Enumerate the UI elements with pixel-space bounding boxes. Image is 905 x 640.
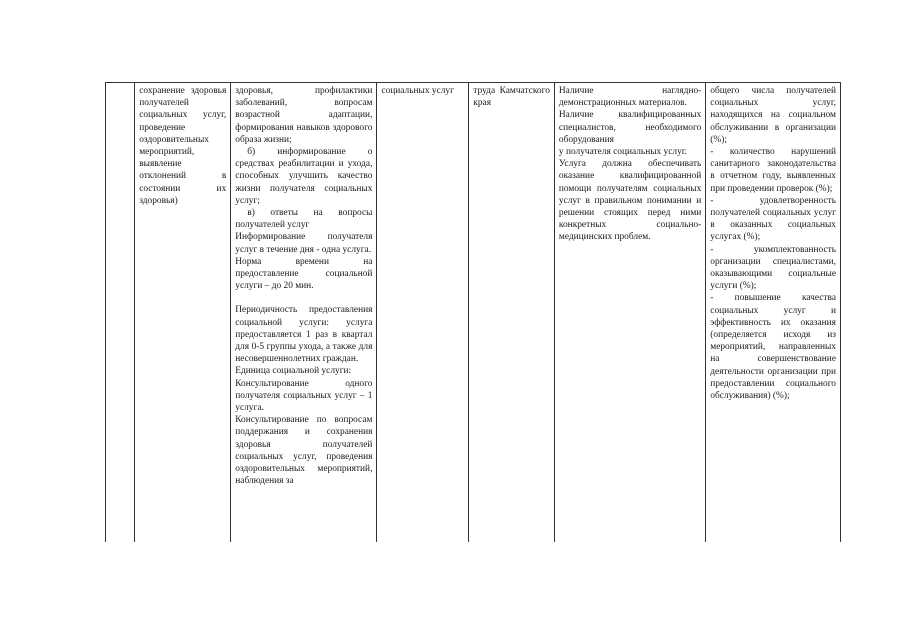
description-paragraph: Информирование получателя услуг в течение дня - одна услуга.	[235, 232, 373, 255]
table-row	[106, 83, 841, 543]
tariff-text: социальных услуг	[381, 86, 454, 96]
description-paragraph: Периодичность предоставления социальной услуги: услуга предоставляется 1 раз в квартал для 0-5 группы ухода, а также для несовершеннолетних граждан.	[235, 305, 373, 365]
indicator-item: - укомплектованность организации специалистами, оказывающими социальные услуги (%);	[710, 244, 836, 292]
regulation-text: труда Камчатского края	[473, 86, 550, 109]
conditions-paragraph: Наличие квалифицированных специалистов, необходимого оборудования	[558, 110, 702, 145]
description-paragraph: Консультирование по вопросам поддержания и сохранения здоровья получателей социальных услуг, проведения оздоровительных мероприятий, наблюдения за	[235, 415, 373, 487]
indicator-item: - удовлетворенность получателей социальных услуг в оказанных социальных услугах (%);	[710, 195, 836, 243]
service-name-text: сохранение здоровья получателей социальных услуг, проведение оздоровительных мероприятий, выявление отклонений в состоянии их здоровья)	[139, 86, 227, 206]
services-table	[105, 82, 841, 542]
description-paragraph: Консультирование одного получателя социальных услуг – 1 услуга.	[235, 378, 373, 414]
description-paragraph: Норма времени на предоставление социальной услуги – до 20 мин.	[235, 256, 373, 292]
service-name-cell	[135, 83, 231, 543]
indicators-cell	[706, 83, 841, 543]
description-paragraph: б) информирование о средствах реабилитации и ухода, способных улучшить качество жизни получателя социальных услуг;	[235, 147, 373, 206]
conditions-paragraph: у получателя социальных услуг.	[558, 147, 687, 158]
conditions-paragraph: Наличие наглядно-демонстрационных материалов.	[558, 86, 702, 109]
number-cell	[106, 83, 135, 543]
description-paragraph: в) ответы на вопросы получателей услуг	[235, 208, 373, 231]
description-block-2	[235, 304, 372, 487]
conditions-paragraph: Услуга должна обеспечивать оказание квалифицированной помощи получателям социальных услуг в правильном понимании и решении стоящих перед ними конкретных социально-медицинских проблем.	[558, 159, 702, 243]
tariff-cell	[377, 83, 469, 543]
service-description-cell	[231, 83, 377, 543]
indicator-item: - повышение качества социальных услуг и эффективность их оказания (определяется исходя из мероприятий, направленных на совершенствование деятельности организации при предоставлении социального обслуживания) (%);	[710, 293, 836, 402]
description-paragraph: здоровья, профилактики заболеваний, вопросам возрастной адаптации, формирования навыков здорового образа жизни;	[235, 86, 373, 145]
description-paragraph: Единица социальной услуги:	[235, 366, 352, 377]
indicator-item: - количество нарушений санитарного законодательства в отчетном году, выявленных при проведении проверок (%);	[710, 147, 836, 194]
regulation-cell	[469, 83, 555, 543]
indicator-item: общего числа получателей социальных услуг, находящихся на социальном обслуживании в организации (%);	[710, 86, 836, 145]
description-block-1	[235, 85, 372, 292]
conditions-cell	[554, 83, 705, 543]
